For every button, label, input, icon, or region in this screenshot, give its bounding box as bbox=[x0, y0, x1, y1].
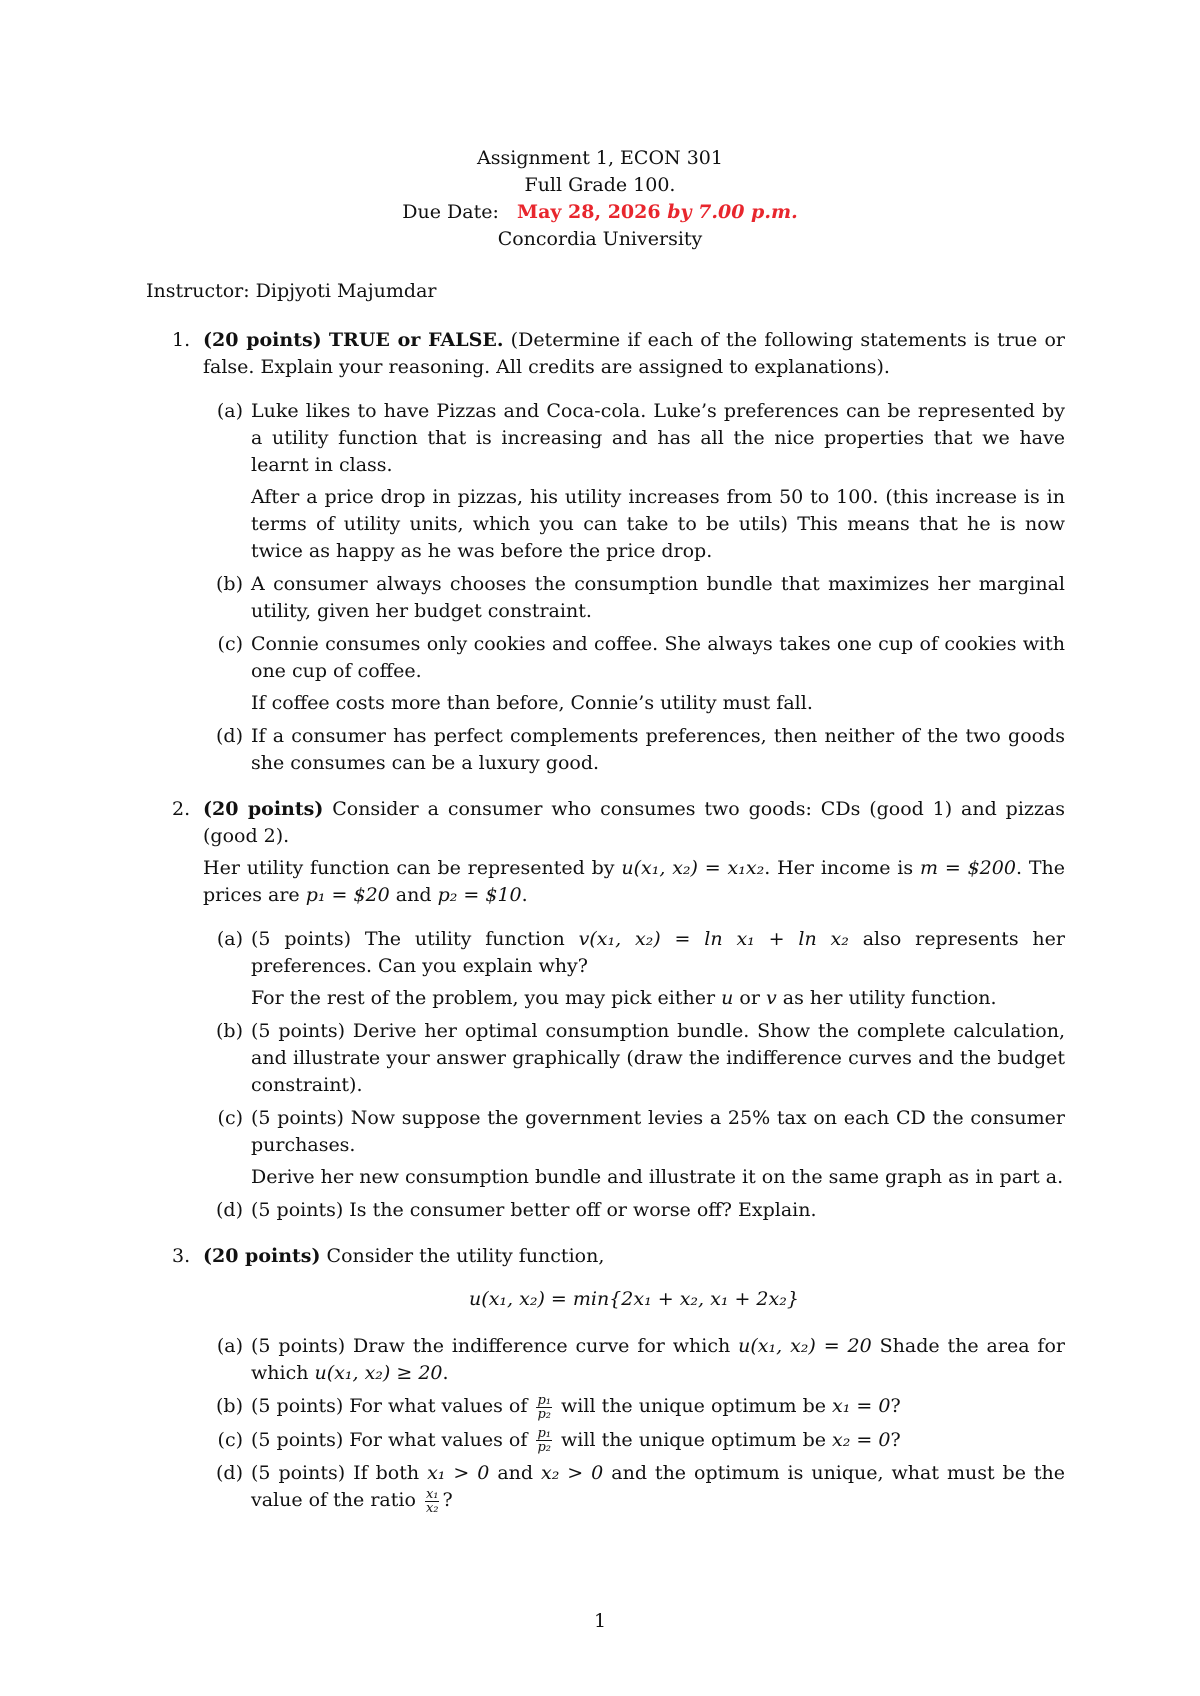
question-number: 1. bbox=[172, 329, 191, 351]
question-3-part-d: (d) (5 points) If both x₁ > 0 and x₂ > 0 and the optimum is unique, what must be the value of the ratio $\frac{\text{x₁}}{\text{x₂}}$ ? bbox=[216, 1462, 1066, 1516]
question-3-part-b: (b) (5 points) For what values of $\frac{\text{p₁}}{\text{p₂}}$ will the unique optimum be x₁ = 0? bbox=[216, 1392, 901, 1422]
question-1 bbox=[172, 327, 1065, 777]
question-3-part-a: (a) (5 points) Draw the indifference curve for which u(x₁, x₂) = 20 Shade the area for which u(x₁, x₂) ≥ 20. bbox=[216, 1335, 1065, 1384]
question-2-part-c: (c) (5 points) Now suppose the government levies a 25% tax on each CD the consumer purchases. Derive her new consumption bundle and illustrate it on the same graph as in part a. bbox=[217, 1107, 1065, 1188]
question-2-part-a: (a) (5 points) The utility function v(x₁, x₂) = ln x₁ + ln x₂ also represents her preferences. Can you explain why? For the rest of the problem, you may pick either u or v as her utility function. bbox=[216, 928, 1065, 1009]
page-number: 1 bbox=[593, 1610, 607, 1632]
assignment-header bbox=[0, 145, 1200, 253]
question-number: 3. bbox=[172, 1245, 191, 1267]
question-1-part-c: (c) Connie consumes only cookies and coffee. She always takes one cup of cookies with one cup of coffee. If coffee costs more than before, Connie’s utility must fall. bbox=[217, 633, 1065, 714]
question-number: 2. bbox=[172, 798, 191, 820]
question-1-intro: (20 points) TRUE or FALSE. (Determine if each of the following statements is true or false. Explain your reasoning. All credits are assigned to explanations). bbox=[203, 329, 1066, 378]
university-name: Concordia University bbox=[497, 228, 703, 250]
question-1-part-a: (a) Luke likes to have Pizzas and Coca-cola. Luke’s preferences can be represented by a utility function that is increasing and has all the nice properties that we have learnt in class. After a price drop in pizzas, his utility increases from 50 to 100. (this increase is in terms of utility units, which you can take to be utils) This means that he is now twice as happy as he was before the price drop. bbox=[216, 400, 1065, 562]
question-2-part-d: (d) (5 points) Is the consumer better off or worse off? Explain. bbox=[216, 1199, 817, 1221]
questions bbox=[172, 327, 1065, 1534]
question-2 bbox=[172, 796, 1065, 1224]
due-date-line bbox=[0, 199, 1200, 226]
question-1-part-b: (b) A consumer always chooses the consumption bundle that maximizes her marginal utility, given her budget constraint. bbox=[216, 573, 1065, 622]
question-2-part-b: (b) (5 points) Derive her optimal consumption bundle. Show the complete calculation, and illustrate your answer graphically (draw the indifference curves and the budget constraint). bbox=[216, 1020, 1065, 1096]
question-3 bbox=[172, 1243, 1065, 1515]
question-3-part-c: (c) (5 points) For what values of $\frac{\text{p₁}}{\text{p₂}}$ will the unique optimum be x₂ = 0? bbox=[217, 1426, 901, 1455]
instructor-line: Instructor: Dipjyoti Majumdar bbox=[146, 280, 437, 302]
full-grade: Full Grade 100. bbox=[524, 174, 676, 196]
question-3-intro: (20 points) Consider the utility function, bbox=[203, 1245, 605, 1267]
question-3-equation: u(x₁, x₂) = min{2x₁ + x₂, x₁ + 2x₂} bbox=[469, 1288, 799, 1310]
due-date-value: May 28, 2026 by 7.00 p.m. bbox=[517, 201, 798, 223]
question-2-intro: (20 points) Consider a consumer who consumes two goods: CDs (good 1) and pizzas (good 2). bbox=[203, 798, 1065, 847]
question-2-setup: Her utility function can be represented by u(x₁, x₂) = x₁x₂. Her income is m = $200. The prices are p₁ = $20 and p₂ = $10. bbox=[203, 857, 1065, 906]
due-date-label: Due Date: bbox=[402, 201, 499, 223]
assignment-title: Assignment 1, ECON 301 bbox=[477, 147, 723, 169]
question-1-part-d: (d) If a consumer has perfect complements preferences, then neither of the two goods she consumes can be a luxury good. bbox=[216, 725, 1065, 774]
